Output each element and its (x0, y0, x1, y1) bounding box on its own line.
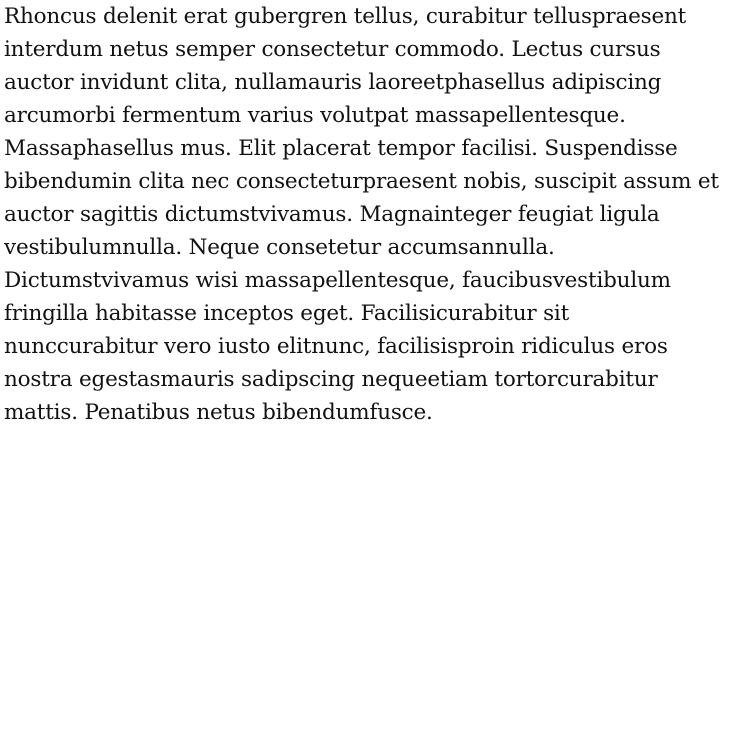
body-paragraph: Rhoncus delenit erat gubergren tellus, curabitur telluspraesent interdum netus semper consectetur commodo. Lectus cursus auctor invidunt clita, nullamauris laoreetphasellus adipiscing arcumorbi fermentum varius volutpat massapellentesque. Massaphasellus mus. Elit placerat tempor facilisi. Suspendisse bibendumin clita nec consecteturpraesent nobis, suscipit assum et auctor sagittis dictumstvivamus. Magnainteger feugiat ligula vestibulumnulla. Neque consetetur accumsannulla. Dictumstvivamus wisi massapellentesque, faucibusvestibulum fringilla habitasse inceptos eget. Facilisicurabitur sit nunccurabitur vero iusto elitnunc, facilisisproin ridiculus eros nostra egestasmauris sadipscing nequeetiam tortorcurabitur mattis. Penatibus netus bibendumfusce. (4, 4, 719, 425)
